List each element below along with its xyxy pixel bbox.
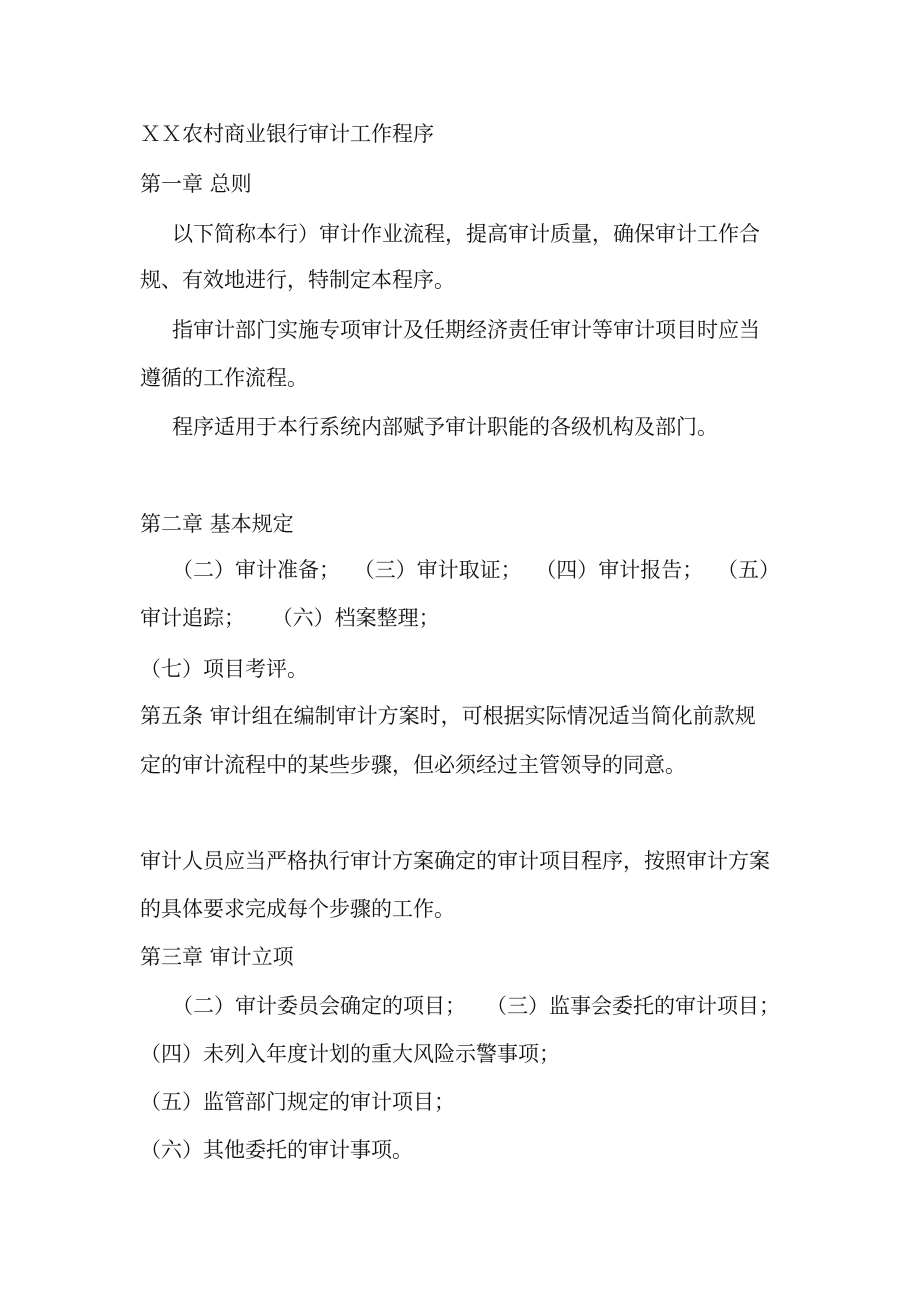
chapter-1-paragraph-3-line-1: 程序适用于本行系统内部赋予审计职能的各级机构及部门。 <box>172 415 718 439</box>
list-item: （五） <box>716 558 780 582</box>
document-title: ＸＸ农村商业银行审计工作程序 <box>140 122 434 146</box>
chapter-2-item-7: （七）项目考评。 <box>140 657 308 681</box>
chapter-3-items-line-1 <box>172 992 780 1020</box>
auditor-paragraph-line-2: 的具体要求完成每个步骤的工作。 <box>140 897 455 921</box>
chapter-3-item-4: （四）未列入年度计划的重大风险示警事项； <box>140 1042 560 1066</box>
chapter-1-paragraph-2-line-1: 指审计部门实施专项审计及任期经济责任审计等审计项目时应当 <box>172 318 760 342</box>
chapter-3-heading: 第三章 审计立项 <box>140 945 294 969</box>
auditor-paragraph-line-1: 审计人员应当严格执行审计方案确定的审计项目程序，按照审计方案 <box>140 849 770 873</box>
chapter-1-paragraph-2-line-2: 遵循的工作流程。 <box>140 366 308 390</box>
article-5-line-2: 定的审计流程中的某些步骤，但必须经过主管领导的同意。 <box>140 753 686 777</box>
chapter-2-items-line-1 <box>172 556 780 584</box>
list-item: （三）审计取证； <box>353 558 522 582</box>
chapter-3-item-6: （六）其他委托的审计事项。 <box>140 1138 413 1162</box>
chapter-1-heading: 第一章 总则 <box>140 172 252 196</box>
chapter-1-paragraph-1-line-1: 以下简称本行）审计作业流程，提高审计质量，确保审计工作合 <box>172 222 760 246</box>
chapter-2-items-line-2 <box>140 604 780 632</box>
list-item: （六）档案整理； <box>271 606 440 630</box>
list-item: （四）审计报告； <box>535 558 704 582</box>
chapter-3-item-5: （五）监管部门规定的审计项目； <box>140 1090 455 1114</box>
list-item: （二）审计准备； <box>172 558 340 582</box>
chapter-2-heading: 第二章 基本规定 <box>140 512 294 536</box>
list-item: 审计追踪； <box>140 606 245 630</box>
list-item: （二）审计委员会确定的项目； <box>172 994 466 1018</box>
chapter-1-paragraph-1-line-2: 规、有效地进行，特制定本程序。 <box>140 268 455 292</box>
list-item: （三）监事会委托的审计项目； <box>486 994 780 1018</box>
article-5-line-1: 第五条 审计组在编制审计方案时，可根据实际情况适当简化前款规 <box>140 704 756 728</box>
